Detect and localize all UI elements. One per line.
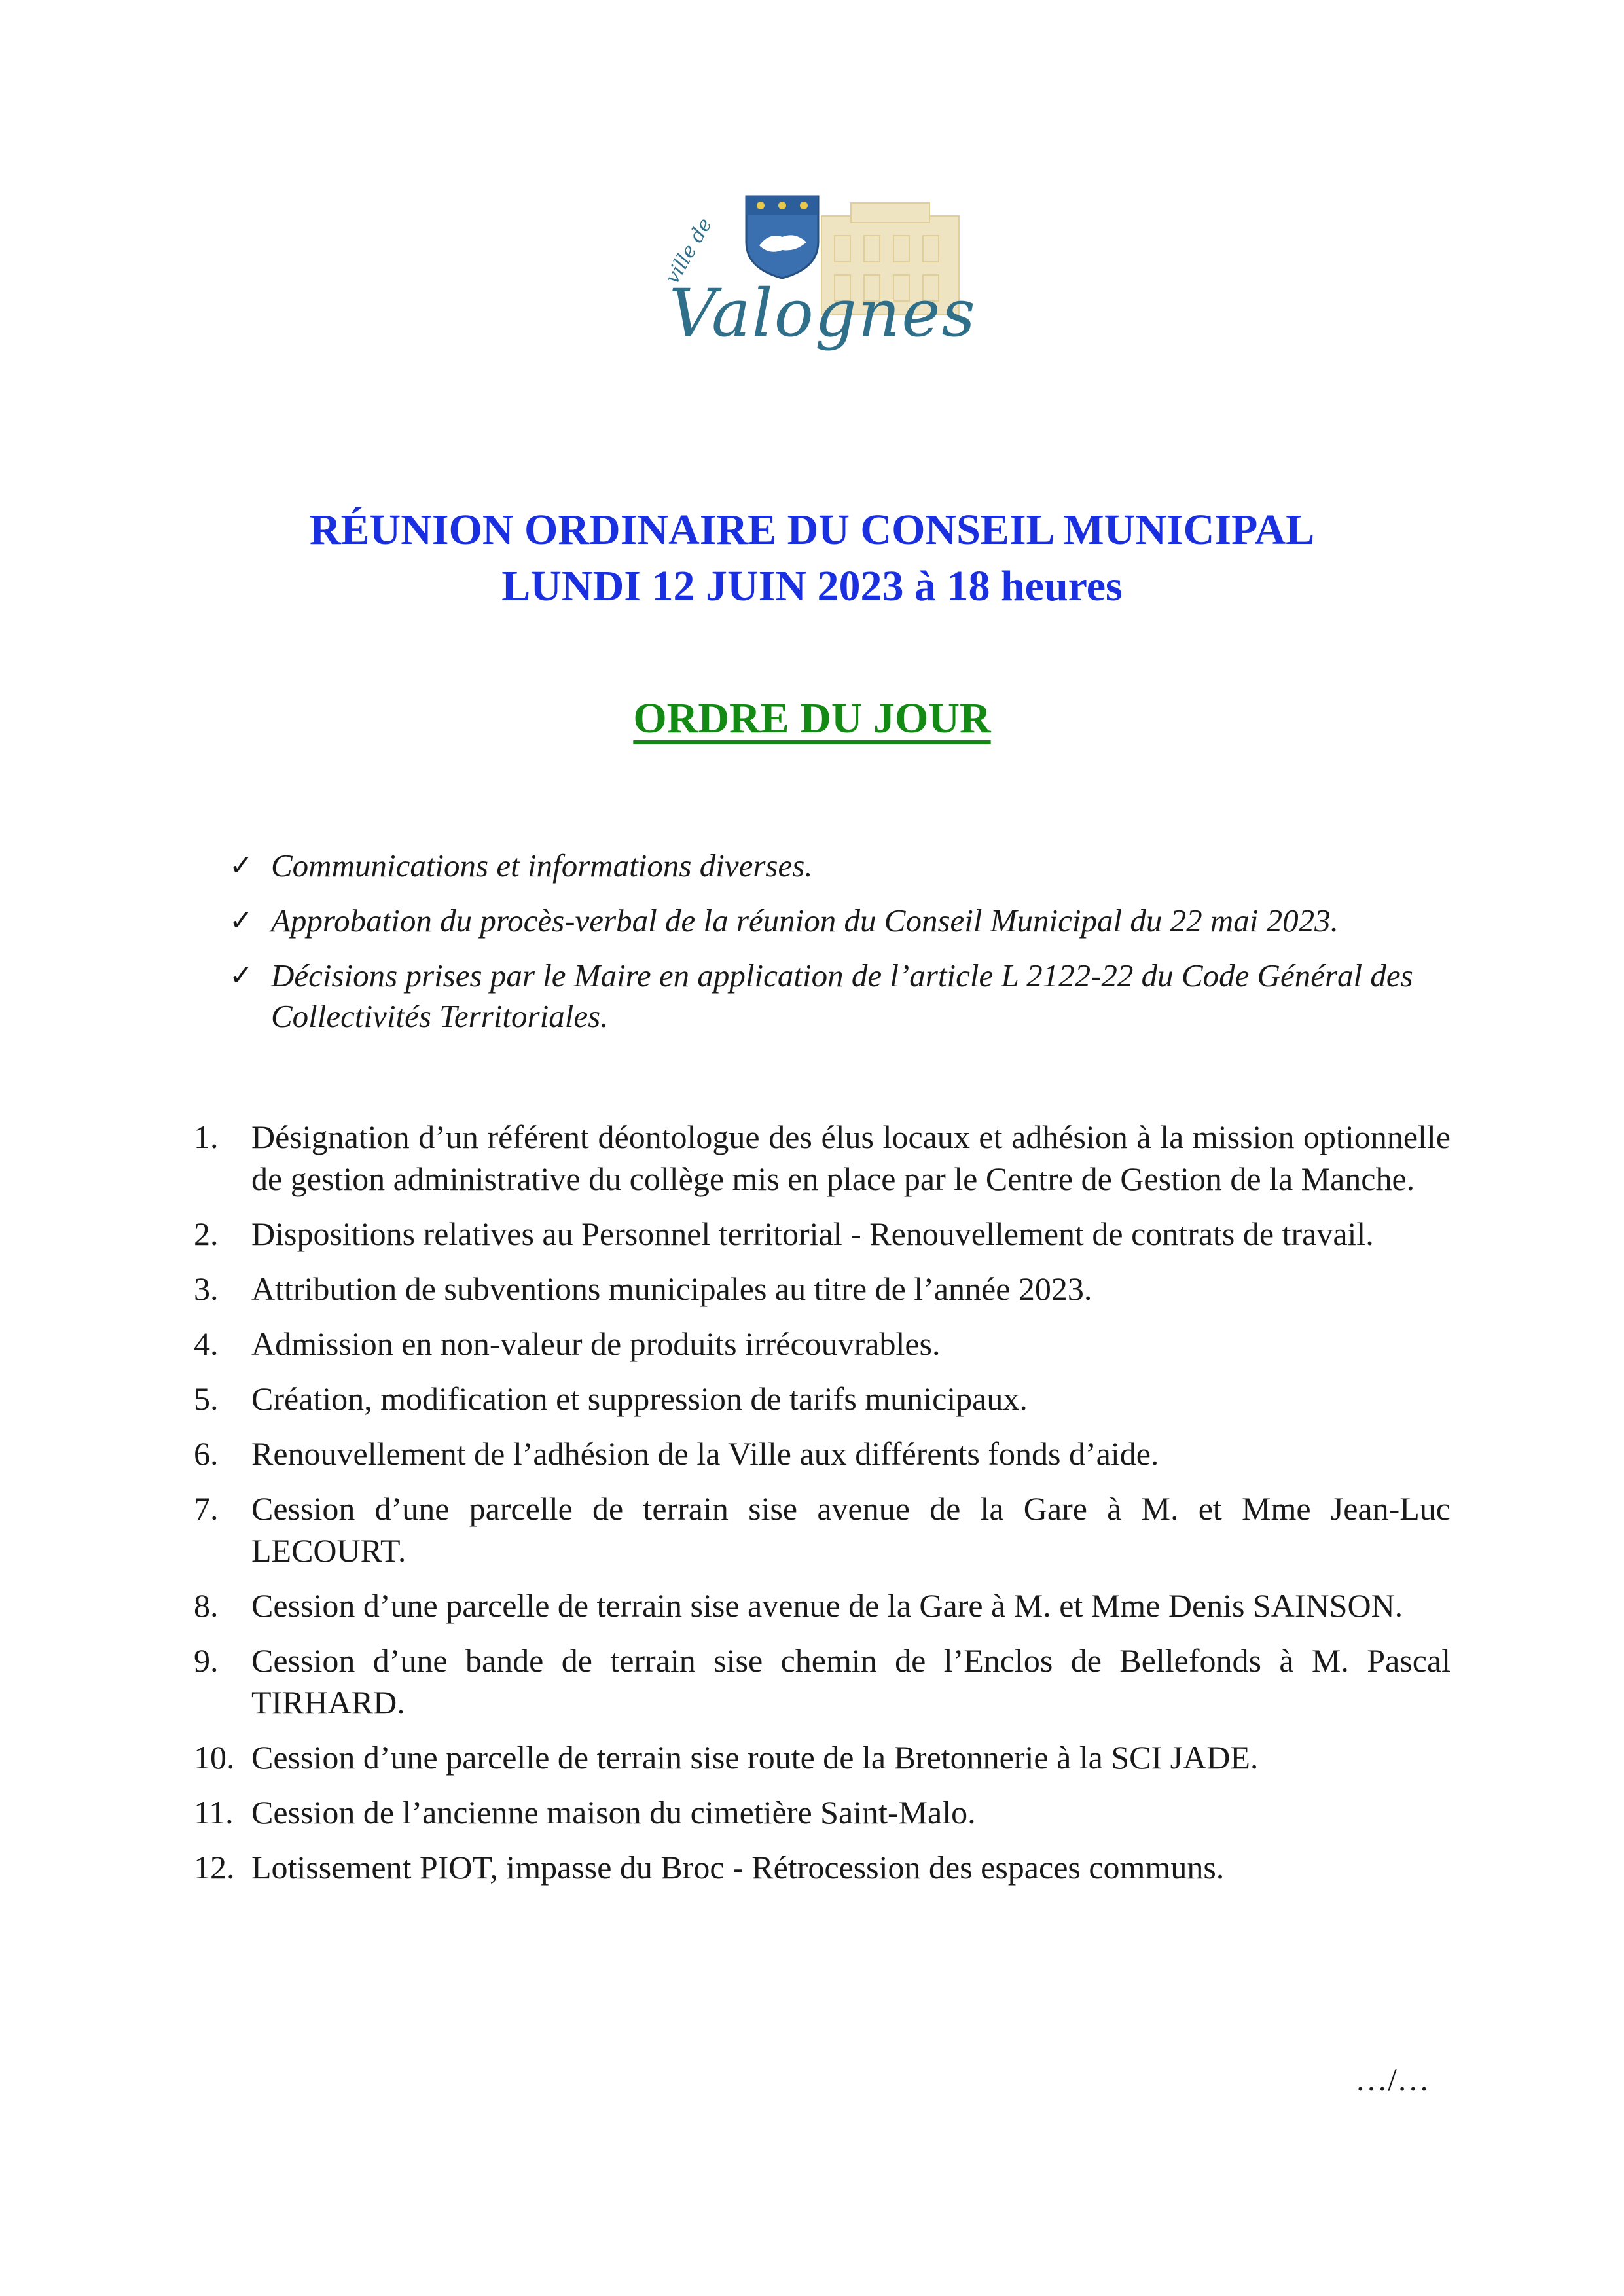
agenda-item-number: 3. [194, 1270, 219, 1307]
agenda-item [194, 1433, 1451, 1475]
agenda-item [194, 1323, 1451, 1365]
agenda-item-number: 1. [194, 1119, 219, 1155]
agenda-list [194, 1116, 1451, 1901]
agenda-item [194, 1488, 1451, 1571]
agenda-item-text: Création, modification et suppression de tarifs municipaux. [251, 1380, 1028, 1417]
agenda-item-number: 11. [194, 1794, 234, 1831]
agenda-item-number: 6. [194, 1435, 219, 1472]
logo-wordmark: Valognes [669, 275, 977, 351]
check-icon: ✓ [229, 959, 253, 992]
preliminary-text: Approbation du procès-verbal de la réunion du Conseil Municipal du 22 mai 2023. [271, 903, 1339, 939]
agenda-item [194, 1268, 1451, 1310]
list-item [229, 846, 1473, 886]
agenda-item-text: Cession de l’ancienne maison du cimetière Saint-Malo. [251, 1794, 976, 1831]
agenda-item-text: Désignation d’un référent déontologue des élus locaux et adhésion à la mission optionnelle de gestion administrative du collège mis en place par le Centre de Gestion de la Manche. [251, 1119, 1451, 1197]
agenda-item [194, 1736, 1451, 1778]
agenda-item-text: Dispositions relatives au Personnel territorial - Renouvellement de contrats de travail. [251, 1215, 1374, 1252]
agenda-item-number: 8. [194, 1587, 219, 1624]
continuation-mark: …/… [1355, 2061, 1430, 2098]
agenda-heading: ORDRE DU JOUR [633, 694, 991, 742]
agenda-item-number: 5. [194, 1380, 219, 1417]
agenda-item-text: Lotissement PIOT, impasse du Broc - Rétrocession des espaces communs. [251, 1849, 1225, 1886]
agenda-item [194, 1846, 1451, 1888]
agenda-item-number: 9. [194, 1642, 219, 1679]
agenda-item-text: Admission en non-valeur de produits irrécouvrables. [251, 1325, 941, 1362]
agenda-item-text: Cession d’une bande de terrain sise chemin de l’Enclos de Bellefonds à M. Pascal TIRHARD. [251, 1642, 1451, 1721]
agenda-item-text: Cession d’une parcelle de terrain sise avenue de la Gare à M. et Mme Jean-Luc LECOURT. [251, 1490, 1451, 1569]
check-icon: ✓ [229, 849, 253, 882]
agenda-item-number: 7. [194, 1490, 219, 1527]
agenda-item-number: 12. [194, 1849, 235, 1886]
list-item [229, 956, 1473, 1037]
agenda-item [194, 1378, 1451, 1420]
agenda-item [194, 1585, 1451, 1626]
agenda-item [194, 1791, 1451, 1833]
agenda-item-number: 2. [194, 1215, 219, 1252]
check-icon: ✓ [229, 904, 253, 937]
list-item [229, 901, 1473, 941]
logo-small-text: ville de [660, 214, 717, 288]
preliminary-text: Communications et informations diverses. [271, 848, 813, 884]
agenda-item-text: Renouvellement de l’adhésion de la Ville aux différents fonds d’aide. [251, 1435, 1159, 1472]
agenda-item [194, 1640, 1451, 1723]
meeting-date: LUNDI 12 JUIN 2023 à 18 heures [501, 562, 1123, 610]
meeting-title: RÉUNION ORDINAIRE DU CONSEIL MUNICIPAL [309, 506, 1315, 554]
agenda-item-text: Attribution de subventions municipales au titre de l’année 2023. [251, 1270, 1092, 1307]
agenda-item [194, 1213, 1451, 1255]
preliminary-text: Décisions prises par le Maire en application de l’article L 2122-22 du Code Général des Collectivités Territoriales. [271, 958, 1413, 1034]
agenda-item [194, 1116, 1451, 1200]
agenda-item-number: 10. [194, 1739, 235, 1776]
agenda-item-text: Cession d’une parcelle de terrain sise avenue de la Gare à M. et Mme Denis SAINSON. [251, 1587, 1403, 1624]
preliminary-list [229, 846, 1473, 1051]
agenda-item-number: 4. [194, 1325, 219, 1362]
agenda-item-text: Cession d’une parcelle de terrain sise route de la Bretonnerie à la SCI JADE. [251, 1739, 1259, 1776]
